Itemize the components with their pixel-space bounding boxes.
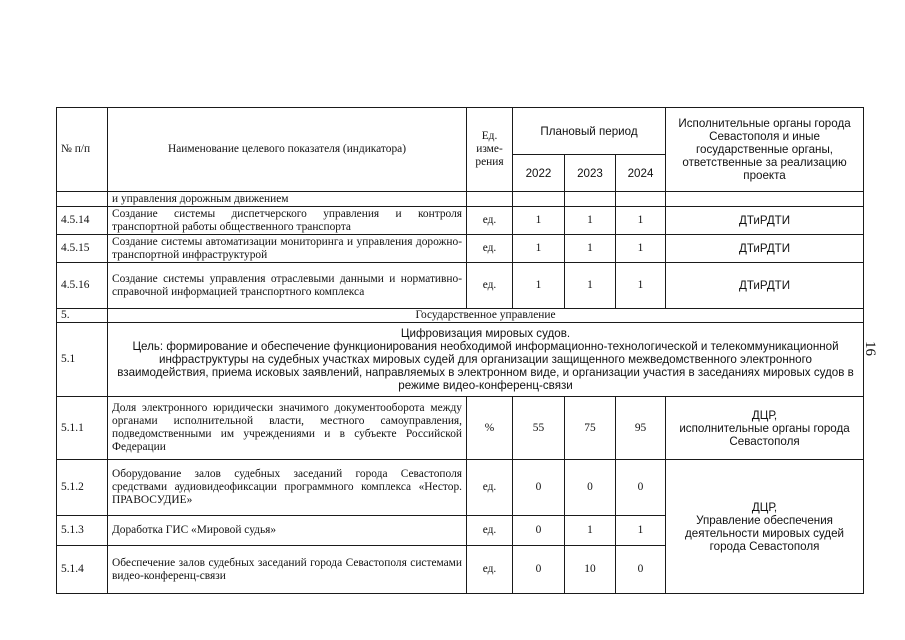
- table-row: [57, 263, 864, 309]
- row-num: 5.1.2: [57, 460, 108, 516]
- header-org: Исполнительные органы города Севастополя и иные государственные органы, ответственные за реализацию проекта: [666, 108, 864, 192]
- header-unit: Ед. изме-рения: [467, 108, 513, 192]
- row-value-2024: 1: [616, 263, 666, 309]
- row-value-2023: 10: [565, 546, 616, 594]
- row-value-2022: 0: [513, 546, 565, 594]
- row-org: ДТиРДТИ: [666, 263, 864, 309]
- row-value-2024: 1: [616, 516, 666, 546]
- header-name: Наименование целевого показателя (индикатора): [108, 108, 467, 192]
- header-row: [57, 108, 864, 155]
- section-title: Государственное управление: [108, 309, 864, 323]
- row-org: [666, 397, 864, 460]
- row-num: 5.1.1: [57, 397, 108, 460]
- row-value-2023: 1: [565, 263, 616, 309]
- row-num: 5.1.3: [57, 516, 108, 546]
- row-unit: ед.: [467, 546, 513, 594]
- row-value-2022: 0: [513, 460, 565, 516]
- row-org: ДТиРДТИ: [666, 235, 864, 263]
- row-value-2022: 1: [513, 207, 565, 235]
- row-value-2022: 0: [513, 516, 565, 546]
- row-name: Создание системы управления отраслевыми данными и нормативно-справочной информацией транспортного комплекса: [108, 263, 467, 309]
- row-unit: %: [467, 397, 513, 460]
- row-value-2024: 1: [616, 207, 666, 235]
- header-planned: Плановый период: [513, 108, 666, 155]
- row-num: 4.5.15: [57, 235, 108, 263]
- row-num: 4.5.14: [57, 207, 108, 235]
- row-value-2023: 1: [565, 207, 616, 235]
- table-row: [57, 192, 864, 207]
- row-value-2024: 95: [616, 397, 666, 460]
- row-org-code: ДЦР,: [751, 500, 778, 514]
- row-org-merged: [666, 460, 864, 594]
- indicators-table: [56, 107, 864, 594]
- row-name: Оборудование залов судебных заседаний города Севастополя средствами аудиовидеофиксации программного комплекса «Нестор. ПРАВОСУДИЕ»: [108, 460, 467, 516]
- page-number: 16: [862, 341, 878, 356]
- row-value-2024: 0: [616, 546, 666, 594]
- header-2024: 2024: [616, 155, 666, 192]
- header-2023: 2023: [565, 155, 616, 192]
- header-2022: 2022: [513, 155, 565, 192]
- row-name: Обеспечение залов судебных заседаний города Севастополя системами видео-конференц-связи: [108, 546, 467, 594]
- row-value-2024: 1: [616, 235, 666, 263]
- goal-text: Цель: формирование и обеспечение функционирования необходимой информационно-технологической и телекоммуникационной инфраструктуры на судебных участках мировых судей для организации защищенного межведомственного электронного взаимодействия, приема исковых заявлений, направляемых в электронном виде, и организации участия в заседаниях мировых судов в режиме видео-конференц-связи: [117, 340, 854, 392]
- row-value-2022: 1: [513, 263, 565, 309]
- row-value-2023: 1: [565, 516, 616, 546]
- row-value-2024: 0: [616, 460, 666, 516]
- table-row: [57, 207, 864, 235]
- row-name: Доля электронного юридически значимого документооборота между органами исполнительной власти, местного самоуправления, подведомственными им учреждениями и в субъекте Российской Федерации: [108, 397, 467, 460]
- row-org-text: исполнительные органы города Севастополя: [679, 421, 850, 448]
- table-row: [57, 460, 864, 516]
- row-num: 4.5.16: [57, 263, 108, 309]
- row-unit: ед.: [467, 235, 513, 263]
- section-row: [57, 309, 864, 323]
- row-name: Создание системы автоматизации мониторинга и управления дорожно-транспортной инфраструктурой: [108, 235, 467, 263]
- row-unit: ед.: [467, 263, 513, 309]
- goal-row: [57, 323, 864, 397]
- section-num: 5.: [57, 309, 108, 323]
- row-org-code: ДЦР,: [751, 408, 778, 422]
- row-value-2023: 0: [565, 460, 616, 516]
- header-num: № п/п: [57, 108, 108, 192]
- table-row: [57, 235, 864, 263]
- row-value-2022: 55: [513, 397, 565, 460]
- row-unit: ед.: [467, 207, 513, 235]
- row-value-2023: 1: [565, 235, 616, 263]
- goal-cell: [108, 323, 864, 397]
- row-unit: ед.: [467, 460, 513, 516]
- goal-title: Цифровизация мировых судов.: [400, 327, 571, 340]
- row-value-2023: 75: [565, 397, 616, 460]
- row-name: Доработка ГИС «Мировой судья»: [108, 516, 467, 546]
- row-name: Создание системы диспетчерского управления и контроля транспортной работы общественного транспорта: [108, 207, 467, 235]
- row-value-2022: 1: [513, 235, 565, 263]
- table-row: [57, 397, 864, 460]
- row-unit: ед.: [467, 516, 513, 546]
- row-org-text: Управление обеспечения деятельности мировых судей города Севастополя: [685, 513, 844, 553]
- goal-num: 5.1: [57, 323, 108, 397]
- row-num: 5.1.4: [57, 546, 108, 594]
- row-cont-name: и управления дорожным движением: [108, 192, 467, 207]
- row-org: ДТиРДТИ: [666, 207, 864, 235]
